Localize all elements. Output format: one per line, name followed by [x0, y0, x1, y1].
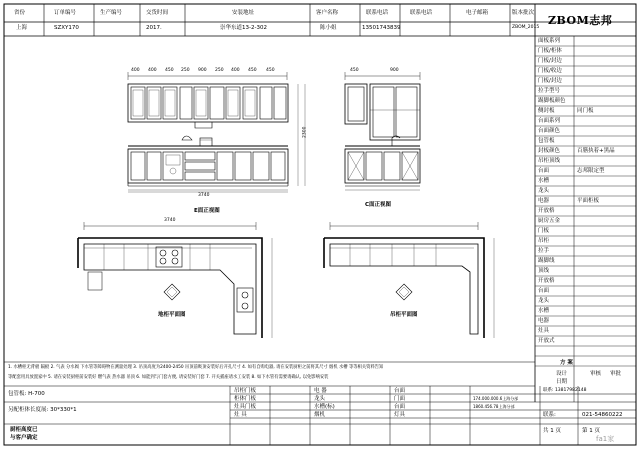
dim-front-height: 2300 — [302, 126, 308, 138]
spec-label: 面板系列 — [538, 38, 561, 44]
package-pipe: 包管板: H-700 — [8, 391, 45, 397]
spec-label: 侧封板 — [538, 108, 555, 114]
designer-label: 设计 — [556, 371, 568, 377]
spec-value-sink: 志邦限定型 — [577, 168, 605, 174]
bottom-row-label: 灶 具 — [234, 412, 247, 418]
bottom-row-label: 灶具门板 — [234, 404, 257, 410]
bottom-row-label: 门面 — [394, 396, 406, 402]
header-value-version: ZBOM_2015 — [512, 25, 540, 30]
spec-label: 台面 — [538, 168, 550, 174]
notes-line-1: 1. 水槽柜无背板 隔板 2. 气表 分水阀 下水管等障碍物在测量处理 3. 吊顶高度为2400-2450 吊顶前吸顶安装好后开孔尺寸 4. 如有自购电器, 请在安装厨柜之前将其尺寸 烟机 水槽 等等相关资料告知 — [8, 365, 384, 370]
header-label-phone-1: 联系电话 — [366, 10, 389, 16]
bottom-row-label: 柜体门板 — [234, 396, 257, 402]
checker-label: 审核 — [590, 371, 602, 377]
page-number: 第 1 页 — [582, 428, 600, 434]
spec-label: 厨房五金 — [538, 218, 561, 224]
header-value-province: 上海 — [16, 25, 28, 31]
bottom-row-label: 灯具 — [394, 412, 406, 418]
notes-line-2: 等配套用具放置家中 5. 请在安装厨柜前安装好 燃气表 热水器 吊顶 6. 如能到与门套方便, 请安装好门套 7. 开关插座请水工安装 8. 如下水管有需要请确认, 以免影响安装 — [8, 375, 329, 380]
header-label-address: 安装地址 — [232, 10, 255, 16]
spec-label: 踢脚线 — [538, 258, 555, 264]
spec-label: 吊柜 — [538, 238, 550, 244]
phone-label: 联系: — [543, 412, 556, 418]
spec-label: 门板/收边 — [538, 68, 562, 74]
spec-label: 拉手型号 — [538, 88, 561, 94]
spec-label: 开放格 — [538, 208, 555, 214]
bottom-row-label: 台面 — [394, 388, 406, 394]
front-elevation-drawing — [128, 72, 305, 192]
header-label-email: 电子邮箱 — [466, 10, 489, 16]
bottom-row-label: 吊柜门板 — [234, 388, 257, 394]
spec-label: 门板/封边 — [538, 78, 562, 84]
header-label-version: 版本批次 — [512, 10, 535, 16]
confirm-line-1: 厨柜高度已 — [10, 427, 38, 433]
floor-plan-drawing — [78, 222, 272, 338]
spec-label: 电器 — [538, 318, 550, 324]
spec-label: 封板颜色 — [538, 148, 561, 154]
spec-label: 吊柜顶线 — [538, 158, 561, 164]
spec-label: 开放式 — [538, 338, 555, 344]
ceiling-plan-title: 吊柜平面图 — [390, 312, 418, 318]
contact: 联系: 13817982148 — [543, 388, 587, 393]
spec-label: 顶线 — [538, 268, 550, 274]
dim-front-top-2: 400 — [148, 68, 157, 73]
ceiling-plan-drawing — [324, 222, 494, 338]
header-value-delivery-time: 2017. — [146, 25, 162, 31]
spec-label: 龙头 — [538, 298, 550, 304]
supplier-1: 174.000.000.6上海分部 — [473, 396, 519, 401]
header-label-customer-name: 客户名称 — [316, 10, 339, 16]
spec-label: 台面系列 — [538, 118, 561, 124]
spec-label: 台面颜色 — [538, 128, 561, 134]
spec-label: 水槽 — [538, 178, 550, 184]
brand-logo: ZBOM志邦 — [548, 14, 613, 27]
dim-front-top-6: 250 — [215, 68, 224, 73]
header-label-phone-2: 联系电话 — [410, 10, 433, 16]
spec-label: 水槽 — [538, 308, 550, 314]
dim-front-top-3: 450 — [165, 68, 174, 73]
date-label: 日期 — [556, 379, 568, 385]
front-elevation-title: E面正视图 — [194, 208, 220, 214]
dim-front-top-5: 900 — [198, 68, 207, 73]
header-label-province: 省份 — [14, 10, 26, 16]
confirm-line-2: 与客户确定 — [10, 435, 38, 441]
dim-front-total: 3740 — [198, 193, 210, 198]
phone: 021-54860222 — [582, 412, 623, 418]
spec-label: 门板/柜体 — [538, 48, 562, 54]
dim-front-top-1: 400 — [131, 68, 140, 73]
spec-label: 门板/封边 — [538, 58, 562, 64]
spec-label: 龙头 — [538, 188, 550, 194]
dim-plan-width: 3740 — [164, 218, 176, 223]
c-elevation-title: C面正视图 — [365, 202, 392, 208]
spec-label: 包管板 — [538, 138, 555, 144]
page-total: 共 1 页 — [543, 428, 561, 434]
dim-front-top-8: 450 — [248, 68, 257, 73]
dim-front-top-9: 450 — [266, 68, 275, 73]
bottom-row-label: 龙头 — [314, 396, 326, 402]
spec-label: 拉手 — [538, 248, 550, 254]
floor-plan-title: 地柜平面图 — [158, 312, 186, 318]
spec-label: 门板 — [538, 228, 550, 234]
header-value-address: 崇华东道13-2-302 — [220, 25, 267, 31]
spec-value-side-seal: 同门板 — [577, 108, 594, 114]
bottom-row-label: 烟机 — [314, 412, 326, 418]
header-label-delivery-time: 交货时间 — [146, 10, 169, 16]
header-value-order-no: SZXY170 — [54, 25, 79, 31]
spec-label: 踢脚板颜色 — [538, 98, 566, 104]
spec-label: 灶具 — [538, 328, 550, 334]
dim-side-top-1: 450 — [350, 68, 359, 73]
bottom-row-label: 水槽(标) — [314, 404, 335, 410]
supplier-2: 1860.456.78上海分部 — [473, 404, 515, 409]
c-elevation-drawing — [345, 72, 420, 190]
notes-title: 方 案 — [560, 360, 573, 366]
spec-label: 电器 — [538, 198, 550, 204]
bottom-row-label: 台面 — [394, 404, 406, 410]
spec-label: 台面 — [538, 288, 550, 294]
bottom-row-label: 电 器 — [314, 388, 327, 394]
header-label-order-no: 订单编号 — [54, 10, 77, 16]
spec-value-lamp: 平面柜板 — [577, 198, 600, 204]
header-value-phone-1: 13501743839 — [362, 25, 401, 31]
spec-label: 开放格 — [538, 278, 555, 284]
dim-front-top-7: 400 — [231, 68, 240, 73]
approver-label: 审批 — [610, 371, 622, 377]
header-value-customer-name: 陈小姐 — [320, 25, 337, 31]
spec-value-table-brand: 百膳执着+黑晶 — [577, 148, 615, 154]
watermark: fa1家 — [596, 435, 615, 443]
dim-front-top-4: 250 — [181, 68, 190, 73]
header-label-production-no: 生产编号 — [100, 10, 123, 16]
board-size: 另配柜体长度展: 30*330*1 — [8, 407, 77, 413]
dim-side-top-2: 900 — [390, 68, 399, 73]
